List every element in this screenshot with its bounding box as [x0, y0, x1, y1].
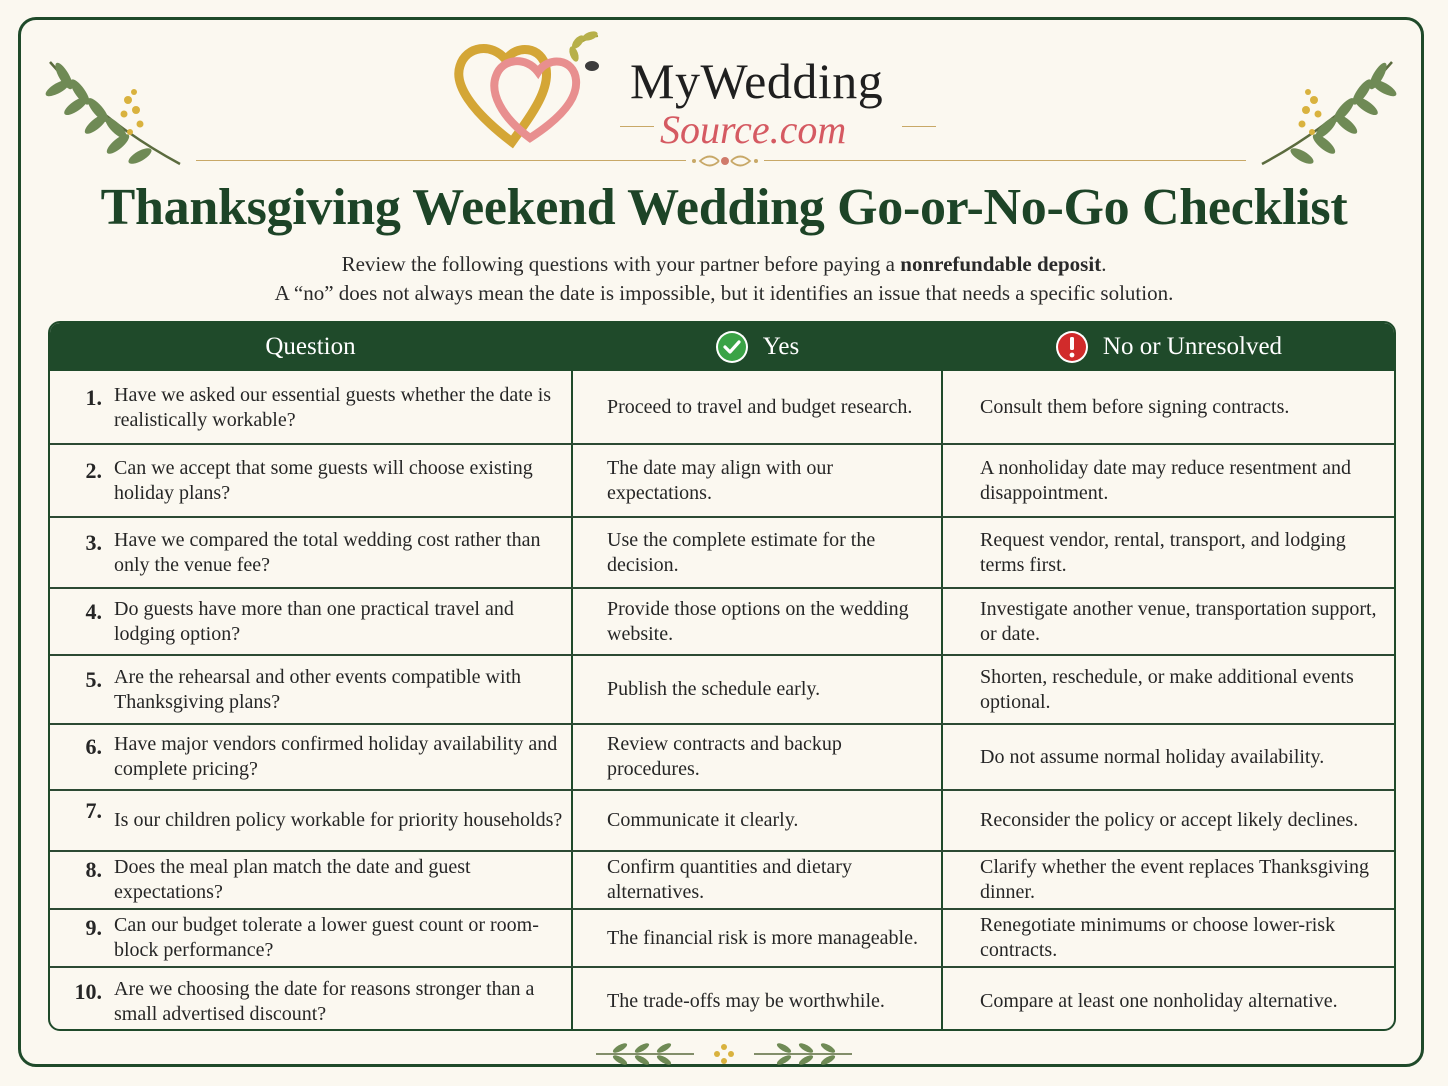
brand-logo[interactable] — [450, 22, 950, 152]
header-divider-left — [196, 160, 686, 161]
question-text — [114, 790, 564, 851]
question-text-content: Do guests have more than one practical travel and lodging option? — [114, 597, 514, 645]
yes-action-text-content: Communicate it clearly. — [607, 809, 799, 831]
checklist-table — [48, 321, 1396, 1031]
brand-name-top: MyWedding — [630, 53, 884, 109]
leaf-branch-left-icon — [42, 52, 182, 172]
yes-action-text — [607, 517, 927, 588]
row-number: 6. — [85, 734, 102, 759]
question-text — [114, 444, 564, 517]
no-action-text-content: Clarify whether the event replaces Thanksgiving dinner. — [980, 856, 1369, 903]
no-action-text — [980, 790, 1380, 851]
yes-action-text-content: Confirm quantities and dietary alternatives. — [607, 856, 852, 903]
yes-action-text — [607, 909, 927, 967]
row-number: 10. — [74, 978, 102, 1004]
yes-action-text — [607, 588, 927, 655]
yes-action-text-content: Provide those options on the wedding website. — [607, 597, 909, 645]
no-action-text-content: Do not assume normal holiday availability. — [980, 745, 1325, 768]
yes-action-text — [607, 790, 927, 851]
yes-action-text — [607, 967, 927, 1031]
no-action-text — [980, 967, 1380, 1031]
check-circle-icon — [715, 330, 749, 364]
row-number: 5. — [85, 666, 102, 692]
no-action-text — [980, 655, 1380, 724]
intro-line-1-suffix: . — [1101, 252, 1107, 276]
row-number: 9. — [85, 915, 102, 940]
logo-divider-left — [620, 126, 654, 127]
row-number: 1. — [85, 384, 102, 410]
yes-action-text — [607, 851, 927, 909]
no-action-text-content: Renegotiate minimums or choose lower-risk contracts. — [980, 914, 1336, 961]
yes-action-text-content: The trade-offs may be worthwhile. — [607, 990, 885, 1012]
header-question — [50, 323, 571, 371]
table-header — [50, 323, 1394, 371]
question-text-content: Have major vendors confirmed holiday availability and complete pricing? — [114, 733, 558, 780]
yes-action-text-content: Use the complete estimate for the decision. — [607, 528, 876, 576]
header-no-label: No or Unresolved — [1102, 333, 1283, 360]
yes-action-text — [607, 444, 927, 517]
no-action-text — [980, 909, 1380, 967]
table-row — [50, 517, 1394, 588]
flourish-ornament-icon — [690, 150, 760, 172]
yes-action-text — [607, 724, 927, 790]
no-action-text — [980, 851, 1380, 909]
row-number: 7. — [85, 797, 102, 823]
row-number: 4. — [85, 598, 102, 624]
logo-divider-right — [902, 126, 936, 127]
rings-heart-icon — [450, 30, 610, 150]
leaf-branch-right-icon — [1260, 52, 1400, 172]
intro-line-1 — [0, 252, 1448, 277]
header-divider-right — [764, 160, 1246, 161]
row-number: 3. — [85, 529, 102, 555]
question-text — [114, 588, 564, 655]
question-text-content: Have we asked our essential guests whether the date is realistically workable? — [114, 383, 552, 431]
exclamation-circle-icon — [1055, 330, 1089, 364]
no-action-text — [980, 724, 1380, 790]
question-text — [114, 724, 564, 790]
table-row — [50, 790, 1394, 851]
no-action-text-content: A nonholiday date may reduce resentment and disappointment. — [980, 456, 1351, 504]
no-action-text-content: Request vendor, rental, transport, and lodging terms first. — [980, 528, 1346, 576]
question-text — [114, 909, 564, 967]
question-text-content: Is our children policy workable for priority households? — [114, 809, 563, 831]
table-row — [50, 588, 1394, 655]
page-title: Thanksgiving Weekend Wedding Go-or-No-Go Checklist — [100, 179, 1348, 236]
intro-line-1-bold: nonrefundable deposit — [900, 252, 1102, 276]
no-action-text — [980, 517, 1380, 588]
row-number: 2. — [85, 457, 102, 483]
no-action-text-content: Reconsider the policy or accept likely declines. — [980, 809, 1359, 831]
yes-action-text-content: Proceed to travel and budget research. — [607, 396, 913, 418]
no-action-text-content: Compare at least one nonholiday alternative. — [980, 990, 1338, 1012]
table-row — [50, 371, 1394, 444]
yes-action-text-content: The financial risk is more manageable. — [607, 926, 918, 949]
yes-action-text-content: The date may align with our expectations. — [607, 456, 834, 504]
no-action-text — [980, 588, 1380, 655]
table-row — [50, 909, 1394, 967]
table-row — [50, 655, 1394, 724]
yes-action-text — [607, 371, 927, 444]
question-text — [114, 851, 564, 909]
header-yes-label: Yes — [762, 333, 800, 360]
table-row — [50, 724, 1394, 790]
question-text — [114, 371, 564, 444]
table-row — [50, 851, 1394, 909]
question-text-content: Can we accept that some guests will choose existing holiday plans? — [114, 456, 533, 504]
yes-action-text-content: Review contracts and backup procedures. — [607, 733, 842, 780]
no-action-text — [980, 444, 1380, 517]
question-text-content: Can our budget tolerate a lower guest count or room-block performance? — [114, 914, 539, 961]
yes-action-text — [607, 655, 927, 724]
header-yes — [573, 323, 941, 371]
row-number: 8. — [85, 857, 102, 882]
question-text-content: Are we choosing the date for reasons stronger than a small advertised discount? — [114, 977, 535, 1025]
question-text — [114, 967, 564, 1031]
no-action-text-content: Shorten, reschedule, or make additional events optional. — [980, 665, 1354, 713]
question-text-content: Have we compared the total wedding cost rather than only the venue fee? — [114, 528, 541, 576]
intro-line-1-text: Review the following questions with your partner before paying a — [341, 252, 901, 276]
question-text — [114, 517, 564, 588]
question-text — [114, 655, 564, 724]
footer-ornament-icon — [590, 1036, 858, 1072]
header-question-label: Question — [265, 333, 356, 360]
header-no — [943, 323, 1394, 371]
yes-action-text-content: Publish the schedule early. — [607, 678, 821, 700]
no-action-text-content: Investigate another venue, transportation support, or date. — [980, 597, 1377, 645]
no-action-text — [980, 371, 1380, 444]
question-text-content: Does the meal plan match the date and guest expectations? — [114, 856, 471, 903]
no-action-text-content: Consult them before signing contracts. — [980, 396, 1290, 418]
brand-name-bottom: Source.com — [660, 107, 847, 152]
question-text-content: Are the rehearsal and other events compatible with Thanksgiving plans? — [114, 665, 522, 713]
intro-line-2: A “no” does not always mean the date is impossible, but it identifies an issue that needs a specific solution. — [274, 281, 1174, 305]
table-row — [50, 444, 1394, 517]
table-row — [50, 967, 1394, 1031]
